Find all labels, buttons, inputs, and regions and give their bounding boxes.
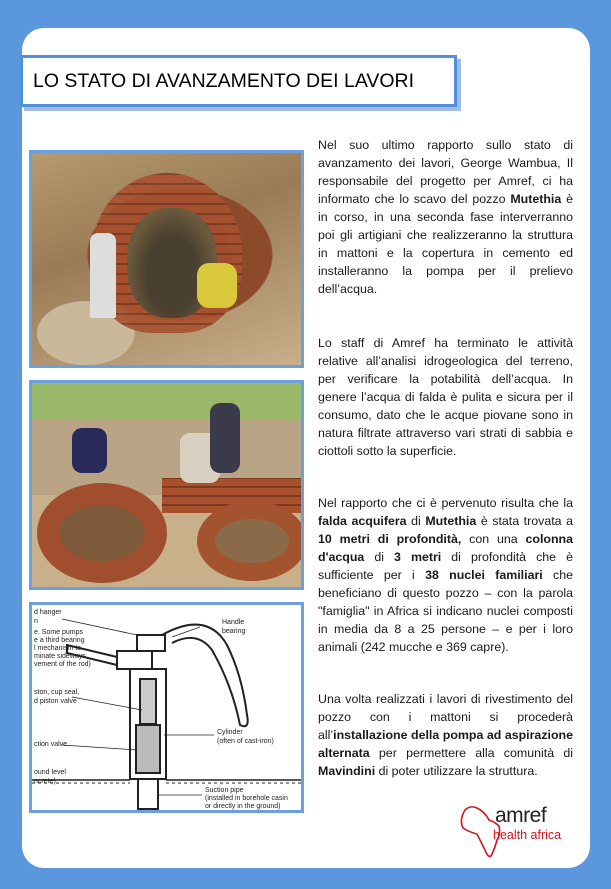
bold-run: 38 nuclei familiari — [425, 568, 543, 582]
bold-run: 3 metri — [394, 550, 442, 564]
page-title: LO STATO DI AVANZAMENTO DEI LAVORI — [33, 70, 415, 92]
amref-logo — [455, 800, 570, 862]
text-run: è in corso, in una seconda fase interverranno poi gli artigiani che realizzeranno la struttura in mattoni e la copertura in cemento ed installeranno la pompa per il prelievo dell’acqua. — [318, 192, 573, 296]
text-run: di — [364, 550, 395, 564]
text-run: con una — [461, 532, 526, 546]
label-cylinder-2: (often of cast-iron) — [217, 738, 274, 745]
paragraph-2 — [318, 334, 573, 460]
text-run: di profondità che è sufficiente per i — [318, 550, 573, 582]
logo-tagline: health africa — [493, 828, 562, 842]
label-note: e. Some pumps e a third bearing l mechanism to minate sideways vement of the rod) — [34, 629, 91, 668]
bold-run: falda acquifera — [318, 514, 407, 528]
label-hanger-2: n — [34, 618, 38, 625]
text-run: Una volta realizzati i lavori di rivestimento del pozzo con i mattoni si procederà all’ — [318, 692, 573, 742]
paragraph-3 — [318, 494, 573, 656]
text-run: per permettere alla comunità di — [369, 746, 573, 760]
bold-run: Mutethia — [510, 192, 562, 206]
label-piston-valve: d piston valve — [34, 698, 77, 705]
label-cup-seal: ston, cup seal, — [34, 689, 80, 696]
label-ground-2: ncrete) — [34, 778, 56, 785]
photo-well-digging — [29, 150, 304, 368]
logo-word: amref — [495, 804, 547, 827]
text-run: Lo staff di Amref ha terminato le attività relative all’analisi idrogeologica del terreno, per verificare la potabilità dell’acqua. In genere l’acqua di falda è pulita e sicura per il consumo, dato che le acque piovane sono in natura filtrate attraverso vari strati di sabbia e ciottoli sotto la superficie. — [318, 336, 573, 458]
bold-run: installazione della pompa ad aspirazione alternata — [318, 728, 573, 760]
text-run: Nel suo ultimo rapporto sullo stato di avanzamento dei lavori, George Wambua, Il responsabile del progetto per Amref, ci ha informato che lo scavo del pozzo — [318, 138, 573, 206]
bold-run: Mutethia — [425, 514, 477, 528]
label-ground: ound level — [34, 769, 66, 776]
label-bearing: bearing — [222, 628, 246, 635]
label-handle: Handle — [222, 619, 245, 626]
text-run: di poter utilizzare la struttura. — [375, 764, 538, 778]
bold-run: 10 metri di profondità, — [318, 532, 462, 546]
text-run: di — [406, 514, 426, 528]
photo-brick-rings — [29, 380, 304, 590]
label-suction-pipe-3: or directly in the ground) — [205, 803, 281, 810]
label-suction-pipe-2: (installed in borehole casin — [205, 795, 288, 802]
text-run: Nel rapporto che ci è pervenuto risulta che la — [318, 496, 573, 510]
label-hanger: d hanger — [34, 609, 62, 616]
label-suction-valve: ction valve — [34, 741, 68, 748]
text-run: che beneficiano di questo pozzo – con la parola "famiglia" in Africa si indicano nuclei composti in media da 8 a 25 persone – e per i loro animali (242 mucche e 369 capre). — [318, 568, 573, 654]
bold-run: colonna d'acqua — [318, 532, 573, 564]
text-run: è stata trovata a — [476, 514, 573, 528]
paragraph-4 — [318, 690, 573, 780]
paragraph-1 — [318, 136, 573, 298]
label-cylinder: Cylinder — [217, 729, 243, 736]
title-box — [20, 55, 457, 107]
label-suction-pipe: Suction pipe — [205, 787, 244, 794]
pump-diagram — [29, 602, 304, 813]
bold-run: Mavindini — [318, 764, 376, 778]
